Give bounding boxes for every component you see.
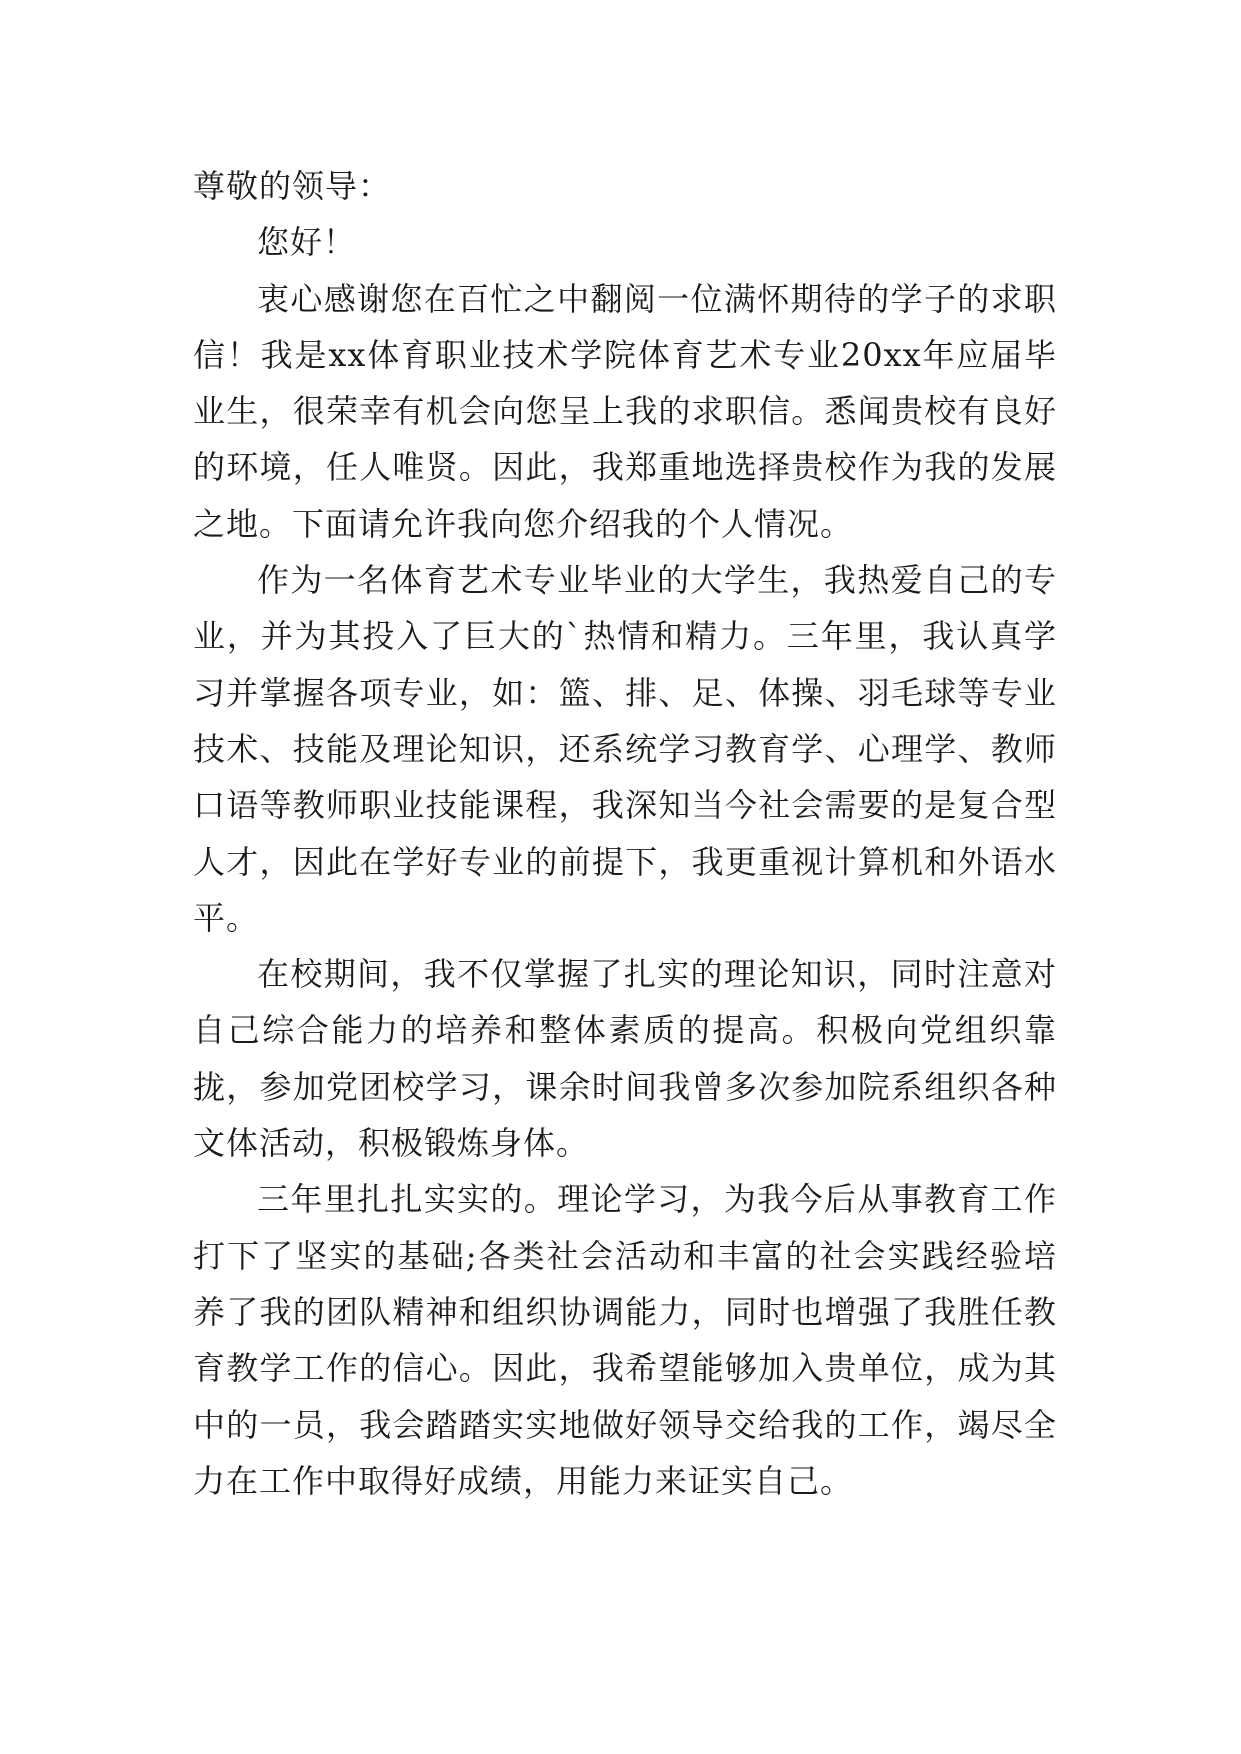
paragraph-campus-life: 在校期间，我不仅掌握了扎实的理论知识，同时注意对自己综合能力的培养和整体素质的提高。积极向党组织靠拢，参加党团校学习，课余时间我曾多次参加院系组织各种文体活动，积极锻炼身体。 — [193, 955, 1057, 1163]
greeting: 您好！ — [257, 223, 357, 262]
paragraph-intro: 衷心感谢您在百忙之中翻阅一位满怀期待的学子的求职信！我是xx体育职业技术学院体育艺术专业20xx年应届毕业生，很荣幸有机会向您呈上我的求职信。悉闻贵校有良好的环境，任人唯贤。因此，我郑重地选择贵校作为我的发展之地。下面请允许我向您介绍我的个人情况。 — [193, 279, 1057, 543]
paragraph-studies: 作为一名体育艺术专业毕业的大学生，我热爱自己的专业，并为其投入了巨大的`热情和精力。三年里，我认真学习并掌握各项专业，如：篮、排、足、体操、羽毛球等专业技术、技能及理论知识，还系统学习教育学、心理学、教师口语等教师职业技能课程，我深知当今社会需要的是复合型人才，因此在学好专业的前提下，我更重视计算机和外语水平。 — [193, 561, 1057, 937]
salutation: 尊敬的领导： — [193, 167, 392, 205]
letter-body — [193, 158, 1057, 1509]
paragraph-conclusion: 三年里扎扎实实的。理论学习，为我今后从事教育工作打下了坚实的基础;各类社会活动和丰富的社会实践经验培养了我的团队精神和组织协调能力，同时也增强了我胜任教育教学工作的信心。因此，我希望能够加入贵单位，成为其中的一员，我会踏踏实实地做好领导交给我的工作，竭尽全力在工作中取得好成绩，用能力来证实自己。 — [193, 1180, 1057, 1500]
